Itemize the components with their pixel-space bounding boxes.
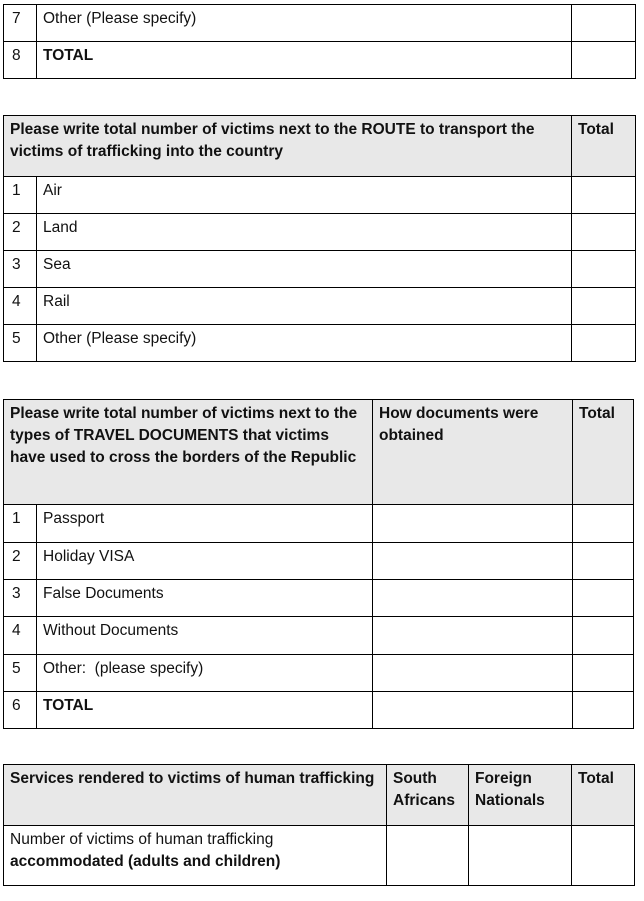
total-cell[interactable] — [572, 251, 636, 288]
row-number: 2 — [4, 543, 37, 580]
row-label: Other (Please specify) — [37, 325, 572, 362]
row-number: 6 — [4, 692, 37, 729]
table-row — [4, 826, 635, 886]
services-table-header: Services rendered to victims of human trafficking — [4, 765, 387, 826]
table-row — [4, 692, 634, 729]
services-table — [3, 764, 635, 886]
row-label: False Documents — [37, 580, 373, 617]
total-header: Total — [572, 116, 636, 177]
total-cell[interactable] — [573, 580, 634, 617]
table-row — [4, 617, 634, 655]
table-header-row — [4, 400, 634, 505]
row-label: Land — [37, 214, 572, 251]
row-number: 8 — [4, 42, 37, 79]
row-number: 4 — [4, 617, 37, 655]
table-row — [4, 177, 636, 214]
row-label-normal: Number of victims of human trafficking — [10, 831, 274, 848]
how-obtained-header: How documents were obtained — [373, 400, 573, 505]
how-obtained-cell[interactable] — [373, 543, 573, 580]
table-row — [4, 288, 636, 325]
row-number: 5 — [4, 325, 37, 362]
row-number: 4 — [4, 288, 37, 325]
total-cell[interactable] — [572, 826, 635, 886]
row-number: 2 — [4, 214, 37, 251]
table-row — [4, 325, 636, 362]
table-row — [4, 580, 634, 617]
foreign-nationals-cell[interactable] — [469, 826, 572, 886]
how-obtained-cell[interactable] — [373, 617, 573, 655]
total-cell[interactable] — [572, 214, 636, 251]
table-row — [4, 5, 636, 42]
how-obtained-cell[interactable] — [373, 505, 573, 543]
row-label: Passport — [37, 505, 373, 543]
documents-table — [3, 399, 634, 729]
table-row — [4, 655, 634, 692]
row-label: Air — [37, 177, 572, 214]
table-row — [4, 543, 634, 580]
total-cell[interactable] — [572, 5, 636, 42]
total-cell[interactable] — [573, 655, 634, 692]
how-obtained-cell[interactable] — [373, 692, 573, 729]
route-table — [3, 115, 636, 362]
table-row — [4, 505, 634, 543]
how-obtained-cell[interactable] — [373, 655, 573, 692]
total-cell[interactable] — [573, 617, 634, 655]
documents-table-header: Please write total number of victims next to the types of TRAVEL DOCUMENTS that victims have used to cross the borders of the Republic — [4, 400, 373, 505]
total-cell[interactable] — [573, 505, 634, 543]
table-row — [4, 42, 636, 79]
services-row-label — [4, 826, 387, 886]
total-cell[interactable] — [572, 325, 636, 362]
row-label: Other: (please specify) — [37, 655, 373, 692]
table-top-continuation — [3, 4, 636, 79]
row-number: 7 — [4, 5, 37, 42]
table-header-row — [4, 116, 636, 177]
route-table-header: Please write total number of victims next to the ROUTE to transport the victims of trafficking into the country — [4, 116, 572, 177]
south-africans-header: South Africans — [387, 765, 469, 826]
row-number: 3 — [4, 580, 37, 617]
table-header-row — [4, 765, 635, 826]
table-row — [4, 214, 636, 251]
row-label-bold: accommodated (adults and children) — [10, 853, 281, 870]
row-label: Rail — [37, 288, 572, 325]
row-label: Other (Please specify) — [37, 5, 572, 42]
total-cell[interactable] — [573, 543, 634, 580]
total-header: Total — [573, 400, 634, 505]
row-label: TOTAL — [37, 42, 572, 79]
total-cell[interactable] — [572, 288, 636, 325]
row-label: Without Documents — [37, 617, 373, 655]
how-obtained-cell[interactable] — [373, 580, 573, 617]
row-number: 5 — [4, 655, 37, 692]
row-number: 1 — [4, 177, 37, 214]
foreign-nationals-header: Foreign Nationals — [469, 765, 572, 826]
row-label: TOTAL — [37, 692, 373, 729]
table-row — [4, 251, 636, 288]
total-cell[interactable] — [572, 177, 636, 214]
row-label: Sea — [37, 251, 572, 288]
south-africans-cell[interactable] — [387, 826, 469, 886]
row-label: Holiday VISA — [37, 543, 373, 580]
total-cell[interactable] — [573, 692, 634, 729]
row-number: 1 — [4, 505, 37, 543]
row-number: 3 — [4, 251, 37, 288]
total-cell[interactable] — [572, 42, 636, 79]
total-header: Total — [572, 765, 635, 826]
